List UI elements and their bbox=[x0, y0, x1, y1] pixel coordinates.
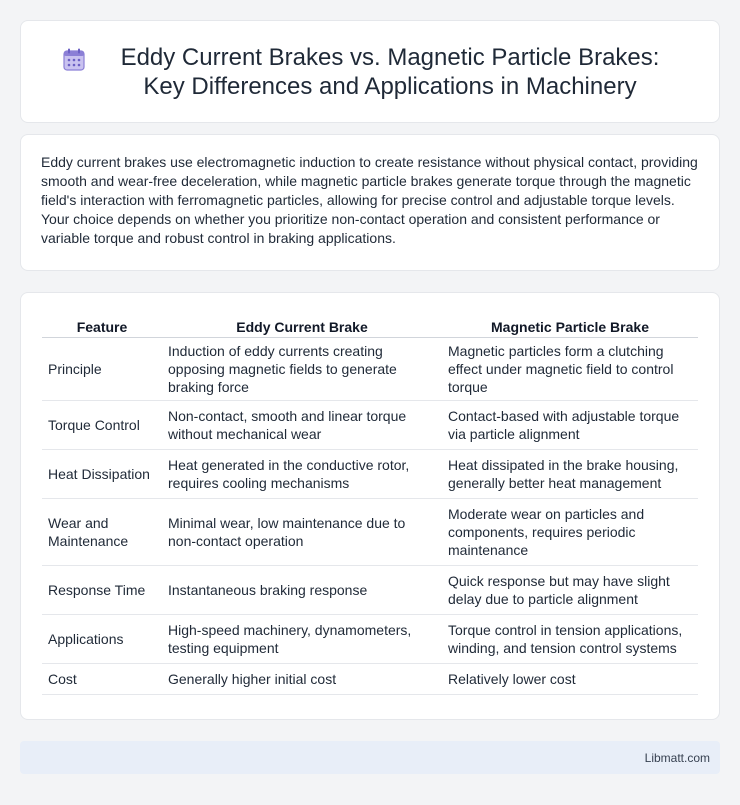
header-magnetic-particle: Magnetic Particle Brake bbox=[442, 315, 698, 338]
footer-brand-link[interactable]: Libmatt.com bbox=[644, 750, 710, 765]
row-particle-value: Contact-based with adjustable torque via particle alignment bbox=[442, 401, 698, 450]
table-row bbox=[42, 401, 698, 450]
row-feature: Wear and Maintenance bbox=[42, 499, 162, 566]
row-feature: Cost bbox=[42, 664, 162, 695]
intro-paragraph: Eddy current brakes use electromagnetic induction to create resistance without physical contact, providing smooth and wear-free deceleration, while magnetic particle brakes generate torque through the magnetic field's interaction with ferromagnetic particles, allowing for precise control and adjustable torque levels. Your choice depends on whether you prioritize non-contact operation and consistent performance or variable torque and robust control in braking applications. bbox=[41, 154, 698, 246]
header-feature: Feature bbox=[42, 315, 162, 338]
page-title: Eddy Current Brakes vs. Magnetic Particle Brakes: Key Differences and Applications in Machinery bbox=[120, 43, 660, 100]
row-particle-value: Magnetic particles form a clutching effect under magnetic field to control torque bbox=[442, 338, 698, 401]
header-eddy-current: Eddy Current Brake bbox=[162, 315, 442, 338]
row-eddy-value: Heat generated in the conductive rotor, requires cooling mechanisms bbox=[162, 450, 442, 499]
row-particle-value: Quick response but may have slight delay due to particle alignment bbox=[442, 566, 698, 615]
row-particle-value: Relatively lower cost bbox=[442, 664, 698, 695]
row-particle-value: Torque control in tension applications, winding, and tension control systems bbox=[442, 615, 698, 664]
row-feature: Heat Dissipation bbox=[42, 450, 162, 499]
table-row bbox=[42, 338, 698, 401]
table-row bbox=[42, 566, 698, 615]
calendar-icon bbox=[61, 47, 87, 73]
table-row bbox=[42, 450, 698, 499]
row-eddy-value: Generally higher initial cost bbox=[162, 664, 442, 695]
comparison-table bbox=[42, 315, 698, 695]
table-row bbox=[42, 499, 698, 566]
row-feature: Response Time bbox=[42, 566, 162, 615]
row-eddy-value: Induction of eddy currents creating opposing magnetic fields to generate braking force bbox=[162, 338, 442, 401]
table-row bbox=[42, 664, 698, 695]
row-feature: Principle bbox=[42, 338, 162, 401]
row-eddy-value: Minimal wear, low maintenance due to non-contact operation bbox=[162, 499, 442, 566]
table-row bbox=[42, 615, 698, 664]
row-eddy-value: Non-contact, smooth and linear torque without mechanical wear bbox=[162, 401, 442, 450]
footer-bar bbox=[20, 741, 720, 774]
row-particle-value: Moderate wear on particles and components, requires periodic maintenance bbox=[442, 499, 698, 566]
row-eddy-value: High-speed machinery, dynamometers, testing equipment bbox=[162, 615, 442, 664]
row-feature: Applications bbox=[42, 615, 162, 664]
row-eddy-value: Instantaneous braking response bbox=[162, 566, 442, 615]
table-card bbox=[20, 292, 720, 720]
table-header-row bbox=[42, 315, 698, 338]
title-wrap bbox=[21, 43, 719, 101]
row-particle-value: Heat dissipated in the brake housing, generally better heat management bbox=[442, 450, 698, 499]
row-feature: Torque Control bbox=[42, 401, 162, 450]
intro-card bbox=[20, 134, 720, 271]
title-card bbox=[20, 20, 720, 123]
